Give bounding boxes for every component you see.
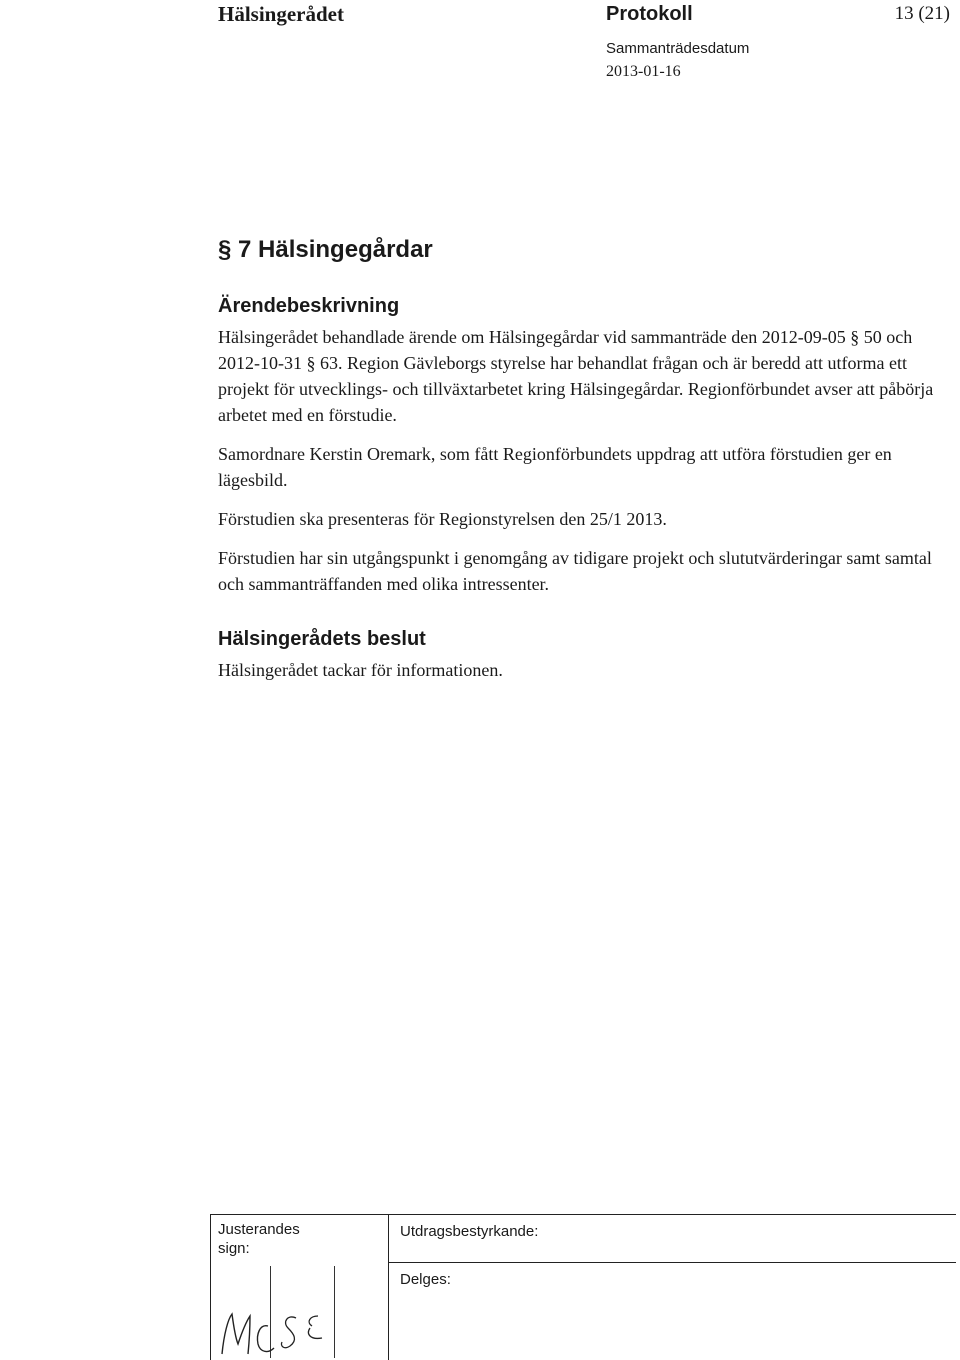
section-title: § 7 Hälsingegårdar [218,236,433,263]
paragraph: Samordnare Kerstin Oremark, som fått Regionförbundets uppdrag att utföra förstudien ger en lägesbild. [218,444,892,490]
decision-text: Hälsingerådet tackar för informationen. [218,660,503,680]
page-number: 13 (21) [894,3,950,24]
delges-label: Delges: [400,1271,451,1288]
signature-box [210,1214,956,1360]
meeting-date: 2013-01-16 [606,63,681,80]
document-body [218,232,953,696]
box-middle-divider [388,1214,389,1360]
organization-name: Hälsingerådet [218,2,344,26]
paragraph: Förstudien har sin utgångspunkt i genomgång av tidigare projekt och slututvärderingar samt samtal och sammanträffanden med olika intressenter. [218,548,932,594]
justerandes-label: Justerandes sign: [218,1221,300,1257]
document-type: Protokoll [606,3,693,25]
box-top-border [210,1214,956,1215]
box-horizontal-divider [388,1262,956,1263]
decision-heading: Hälsingerådets beslut [218,628,426,650]
date-label: Sammanträdesdatum [606,40,750,57]
handwritten-signature [212,1274,352,1360]
box-left-border [210,1214,211,1360]
paragraph: Hälsingerådet behandlade ärende om Hälsingegårdar vid sammanträde den 2012-09-05 § 50 och 2012-10-31 § 63. Region Gävleborgs styrelse har behandlat frågan och är beredd att utforma ett projekt för utvecklings- och tillväxtarbetet kring Hälsingegårdar. Regionförbundet avser att påbörja arbetet med en förstudie. [218,327,934,425]
description-heading: Ärendebeskrivning [218,295,400,317]
utdragsbestyrkande-label: Utdragsbestyrkande: [400,1223,539,1240]
paragraph: Förstudien ska presenteras för Regionstyrelsen den 25/1 2013. [218,509,667,529]
